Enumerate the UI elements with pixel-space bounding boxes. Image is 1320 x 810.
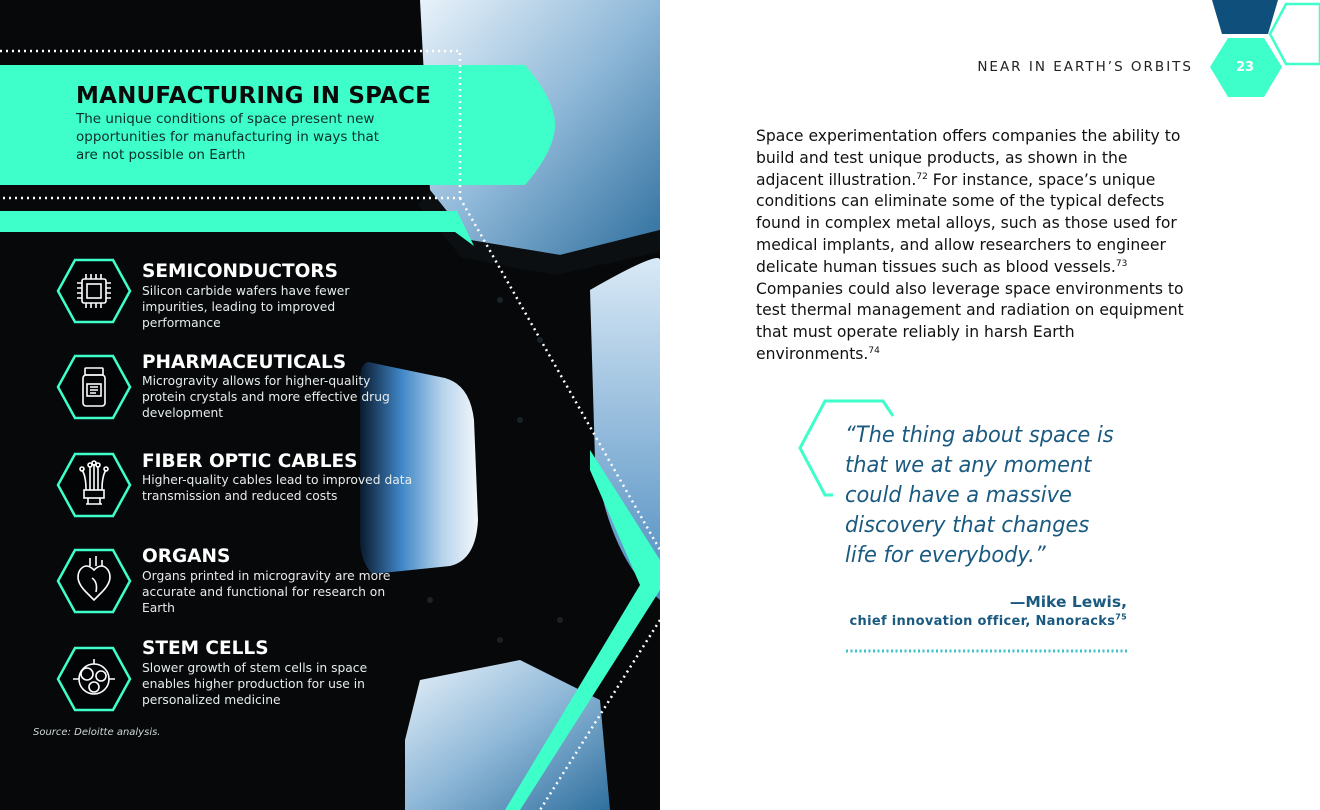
pull-quote: “The thing about space is that we at any moment could have a massive discovery that changes life for everybody.”	[845, 422, 1114, 568]
item-desc-organs: Organs printed in microgravity are more accurate and functional for research on Earth	[142, 569, 391, 615]
endnote-ref-74[interactable]: 74	[868, 345, 880, 356]
item-title-semiconductors: SEMICONDUCTORS	[142, 261, 338, 282]
item-desc-pharmaceuticals: Microgravity allows for higher-quality protein crystals and more effective drug development	[142, 374, 390, 420]
body-paragraph	[756, 126, 1186, 366]
source-note: Source: Deloitte analysis.	[33, 727, 161, 738]
body-text-1: Space experimentation offers companies the ability to build and test unique products, as shown in the adjacent illustration.	[756, 127, 1181, 189]
pill-bottle-icon	[56, 354, 132, 420]
endnote-ref-75[interactable]: 75	[1115, 612, 1127, 622]
heart-organ-icon	[56, 548, 132, 614]
microchip-icon	[56, 258, 132, 324]
quote-attribution-role: chief innovation officer, Nanoracks	[849, 614, 1116, 629]
item-title-pharmaceuticals: PHARMACEUTICALS	[142, 352, 347, 373]
panel-subtitle: The unique conditions of space present new opportunities for manufacturing in ways that are not possible on Earth	[76, 111, 380, 163]
panel-title: MANUFACTURING IN SPACE	[76, 83, 432, 109]
quote-dotted-rule	[845, 648, 1129, 654]
quote-attribution-name: —Mike Lewis,	[1009, 593, 1127, 611]
stem-cell-icon	[56, 646, 132, 712]
item-title-stem-cells: STEM CELLS	[142, 638, 269, 659]
body-text-2: For instance, space’s unique conditions can eliminate some of the typical defects found in complex metal alloys, such as those used for medical implants, and allow researchers to engineer delicate human tissues such as blood vessels.	[756, 170, 1177, 276]
fiber-optic-icon	[56, 452, 132, 518]
item-desc-fiber-optic: Higher-quality cables lead to improved data transmission and reduced costs	[142, 473, 413, 503]
running-head: NEAR IN EARTH’S ORBITS	[977, 59, 1193, 75]
page-number: 23	[1235, 59, 1255, 75]
body-text-3: Companies could also leverage space environments to test thermal management and radiation on equipment that must operate reliably in harsh Earth environments.	[756, 279, 1184, 363]
item-desc-stem-cells: Slower growth of stem cells in space enables higher production for use in personalized medicine	[142, 661, 368, 707]
quote-attribution-title	[850, 614, 1127, 629]
item-title-organs: ORGANS	[142, 546, 231, 567]
item-desc-semiconductors: Silicon carbide wafers have fewer impurities, leading to improved performance	[142, 284, 350, 330]
endnote-ref-72[interactable]: 72	[916, 171, 928, 182]
item-title-fiber-optic: FIBER OPTIC CABLES	[142, 451, 358, 472]
endnote-ref-73[interactable]: 73	[1115, 258, 1128, 269]
